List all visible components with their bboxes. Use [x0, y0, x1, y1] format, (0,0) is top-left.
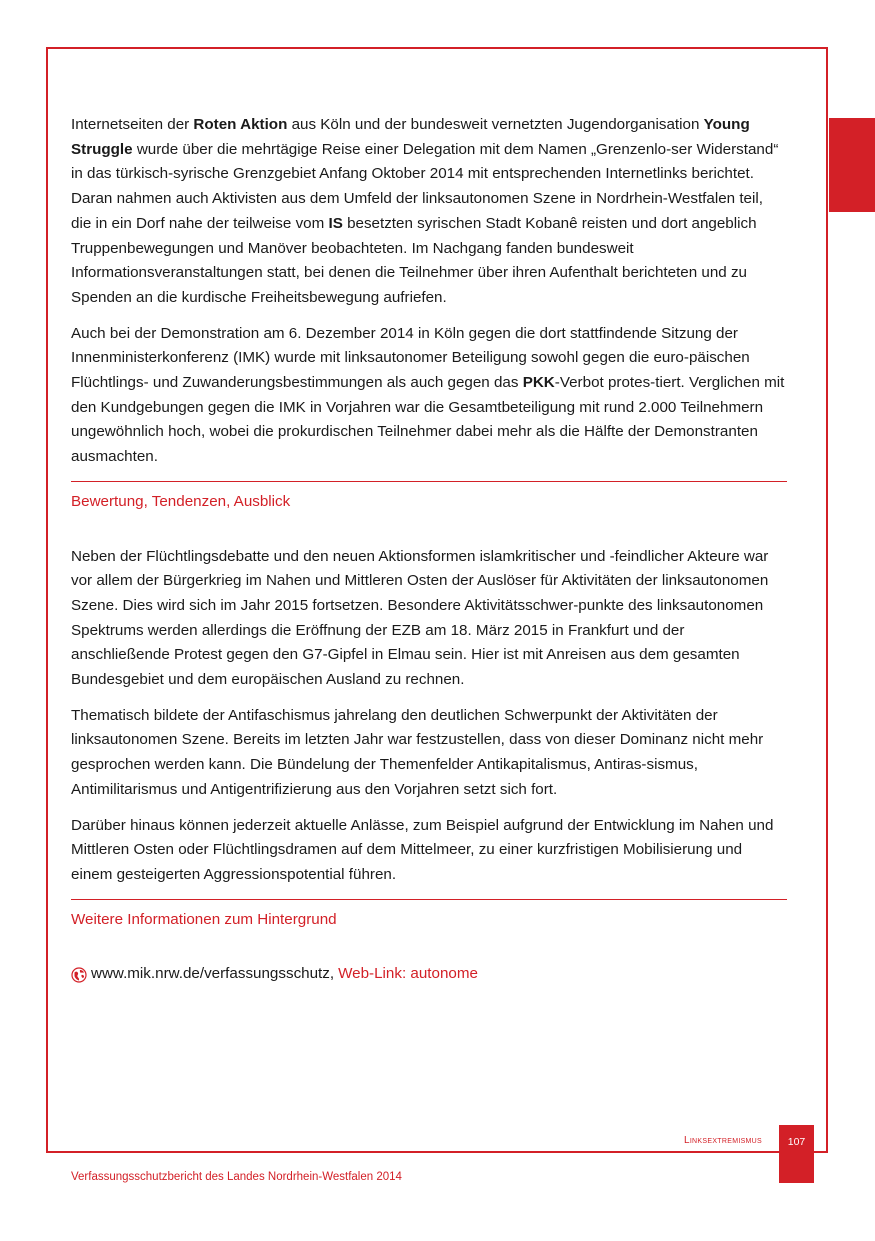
- section-heading-bewertung: Bewertung, Tendenzen, Ausblick: [71, 492, 291, 510]
- globe-icon: [71, 967, 87, 983]
- paragraph-2: Auch bei der Demonstration am 6. Dezember 2014 in Köln gegen die dort stattfindende Sitzung der Innenministerkonferenz (IMK) wurde mit linksautonomer Beteiligung sowohl gegen die euro-päischen Flüchtlings- und Zuwanderungsbestimmungen als auch gegen das PKK-Verbot protes-tiert. Verglichen mit den Kundgebungen gegen die IMK in Vorjahren war die Gesamtbeteiligung mit rund 2.000 Teilnehmern ungewöhnlich hoch, wobei die prokurdischen Teilnehmer dabei mehr als die Hälfte der Demonstranten ausmachten.: [71, 324, 785, 466]
- paragraph-5: Darüber hinaus können jederzeit aktuelle Anlässe, zum Beispiel aufgrund der Entwicklung im Nahen und Mittleren Osten oder Flüchtlingsdramen auf dem Mittelmeer, zu einer kurzfristigen Mobilisierung und einem gesteigerten Aggressionspotential führen.: [71, 816, 774, 883]
- section-divider: [71, 481, 787, 482]
- chapter-label: Linksextremismus: [683, 1135, 762, 1146]
- paragraph-1: Internetseiten der Roten Aktion aus Köln und der bundesweit vernetzten Jugendorganisation Young Struggle wurde über die mehrtägige Reise einer Delegation mit dem Namen „Grenzenlo-ser Widerstand“ in das türkisch-syrische Grenzgebiet Anfang Oktober 2014 mit entsprechenden Internetlinks berichtet. Daran nahmen auch Aktivisten aus dem Umfeld der linksautonomen Szene in Nordrhein-Westfalen teil, die in ein Dorf nahe der teilweise vom IS besetzten syrischen Stadt Kobanê reisten und dort angeblich Truppenbewegungen und Manöver beobachteten. Im Nachgang fanden bundesweit Informationsveranstaltungen statt, bei denen die Teilnehmer über ihren Aufenthalt berichteten und zu Spenden an die kurdische Freiheitsbewegung aufriefen.: [71, 116, 779, 306]
- paragraph-3: Neben der Flüchtlingsdebatte und den neuen Aktionsformen islamkritischer und -feindlicher Akteure war vor allem der Bürgerkrieg im Nahen und Mittleren Osten der Auslöser für Aktivitäten der linksautonomen Szene. Dies wird sich im Jahr 2015 fortsetzen. Besondere Aktivitätsschwer-punkte des linksautonomen Spektrums werden allerdings die Eröffnung der EZB am 18. März 2015 in Frankfurt und der anschließende Protest gegen den G7-Gipfel in Elmau sein. Hier ist mit Anreisen aus dem gesamten Bundesgebiet und dem europäischen Ausland zu rechnen.: [71, 547, 769, 689]
- paragraph-4: Thematisch bildete der Antifaschismus jahrelang den deutlichen Schwerpunkt der Aktivitäten der linksautonomen Szene. Bereits im letzten Jahr war festzustellen, dass von dieser Dominanz nicht mehr gesprochen werden kann. Die Bündelung der Themenfelder Antikapitalismus, Antiras-sismus, Antimilitarismus und Antigentrifizierung aus den Vorjahren setzt sich fort.: [71, 706, 764, 798]
- bold-roten-aktion: Roten Aktion: [193, 116, 288, 133]
- web-link-line: [71, 962, 787, 987]
- section-divider: [71, 899, 787, 900]
- section-heading-weitere-informationen: Weitere Informationen zum Hintergrund: [71, 910, 337, 928]
- page-number: 107: [779, 1125, 814, 1183]
- page-content: [71, 113, 787, 987]
- bold-pkk: PKK: [522, 374, 555, 392]
- bold-young-struggle: Young Struggle: [71, 116, 750, 158]
- url-text: www.mik.nrw.de/verfassungsschutz,: [91, 965, 335, 983]
- report-title: Verfassungsschutzbericht des Landes Nordrhein-Westfalen 2014: [71, 1171, 402, 1183]
- chapter-side-tab: [829, 118, 875, 212]
- bold-is: IS: [328, 214, 343, 232]
- web-link-autonome[interactable]: Web-Link: autonome: [338, 965, 478, 983]
